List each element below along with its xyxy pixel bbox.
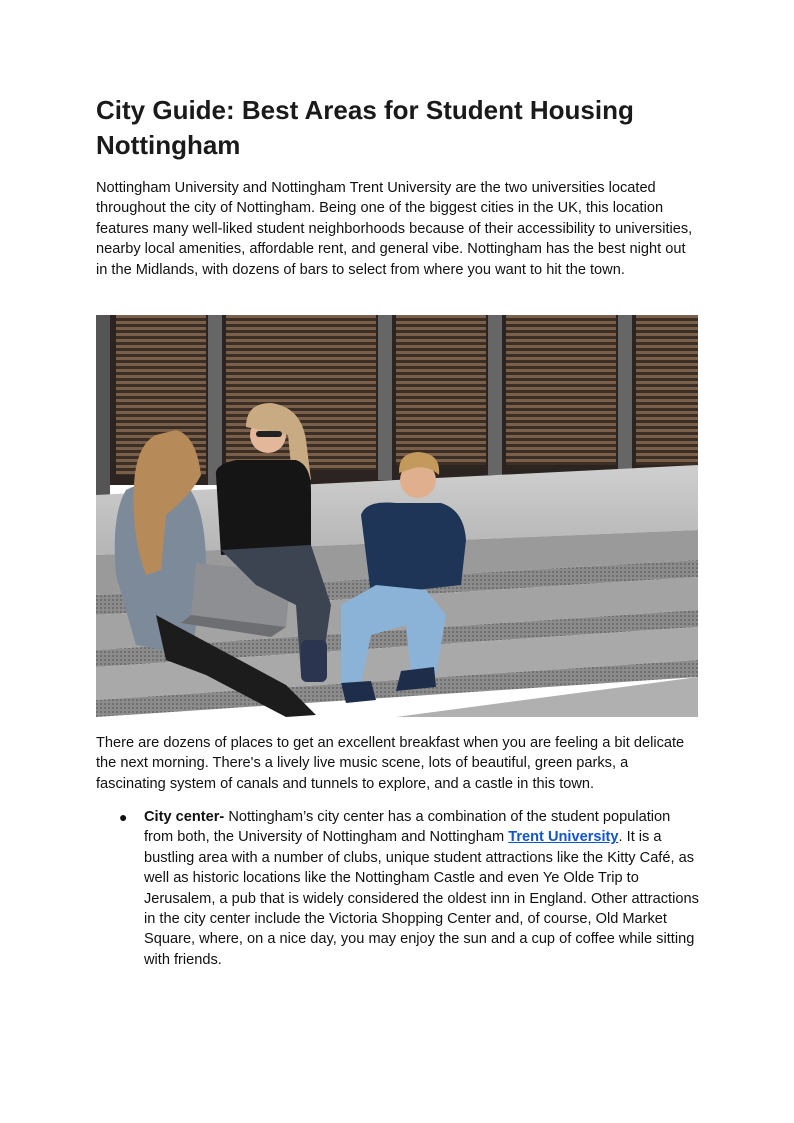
list-item-text-continued: . It is a bustling area with a number of clubs, unique student attractions like the Kitty Café, as well as historic locations like the Nottingham Castle and even Ye Olde Trip to Jerusalem, a pub that is widely considered the oldest inn in England. Other attractions in the city center include the Victoria Shopping Center and, of course, Old Market Square, where, on a nice day, you may enjoy the sun and a cup of coffee while sitting with friends.: [144, 829, 699, 968]
list-item: [96, 807, 700, 970]
bullet-icon: ●: [119, 809, 128, 825]
trent-university-link[interactable]: Trent University: [508, 829, 619, 846]
areas-list: [96, 807, 700, 970]
page-title: City Guide: Best Areas for Student Housing Nottingham: [96, 95, 634, 160]
list-item-text: Nottingham’s city center has a combination of the student population from both, the University of Nottingham and Nottingham: [144, 809, 671, 846]
intro-paragraph: Nottingham University and Nottingham Trent University are the two universities located throughout the city of Nottingham. Being one of the biggest cities in the UK, this location features many well-liked student neighborhoods because of their accessibility to universities, nearby local amenities, affordable rent, and general vibe. Nottingham has the best night out in the Midlands, with dozens of bars to select from where you want to hit the town.: [96, 180, 693, 278]
breakfast-paragraph: There are dozens of places to get an excellent breakfast when you are feeling a bit delicate the next morning. There's a lively live music scene, lots of beautiful, green parks, a fascinating system of canals and tunnels to explore, and a castle in this town.: [96, 735, 685, 792]
students-photo: [96, 315, 698, 717]
list-item-title: City center-: [144, 809, 225, 825]
